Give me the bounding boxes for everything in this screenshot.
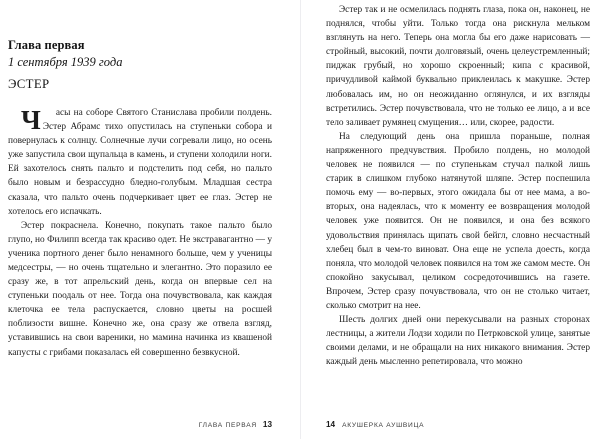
right-page-running-foot — [326, 420, 424, 429]
page-number: 14 — [326, 420, 336, 429]
left-page-text-column — [8, 106, 272, 360]
right-page-text-column — [326, 3, 590, 369]
paragraph: Часы на соборе Святого Станислава пробили полдень. Эстер Абрамс тихо опустилась на ступеньки собора и повернулась к солнцу. Солнечные лучи согревали лицо, но осень уже запустила свои щупальца в камень, и ступени холодили ноги. Ей захотелось снять пальто и подстелить под себя, но пальто было новым и безрассудно бледно-голубым. Младшая сестра сказала, что пальто очень подчеркивает цвет ее глаз. Эстер не хотелось его испачкать. — [8, 104, 272, 217]
chapter-heading-block — [8, 0, 272, 93]
left-page-running-foot — [199, 420, 272, 429]
paragraph: На следующий день она пришла пораньше, полная напряженного предчувствия. Пробило полдень, но молодой человек не появился — по ступенькам стучал палкой лишь старик в слишком глубоко натянутой шляпе. Эстер поспешила помочь ему — во-первых, этого ожидала бы от нее мама, а во-вторых, она надеялась, что к моменту ее возвращения молодой человек уже появится. Он не появился, и она без всякого удовольствия принялась щипать свой бейгл, словно несчастный хлебец был в чем-то виноват. Она еще не успела доесть, когда поняла, что молодой человек появился на том же самом месте. Он спокойно закусывал, целиком сосредоточившись на газете. Впрочем, Эстер сразу почувствовала, что он не столько читает, сколько смотрит на нее. — [326, 131, 590, 311]
running-foot-title: АКУШЕРКА АУШВИЦА — [342, 422, 425, 429]
paragraph: Шесть долгих дней они перекусывали на разных сторонах лестницы, а жители Лодзи ходили по Петрковской улице, занятые своими делами, и не обращали на них никакого внимания. Эстер каждый день мысленно репетировала, что можно — [326, 315, 590, 368]
running-foot-title: ГЛАВА ПЕРВАЯ — [198, 422, 257, 429]
paragraph: Эстер покраснела. Конечно, покупать такое пальто было глупо, но Филипп всегда так красиво одет. Не экстравагантно — у ученика портного денег было ненамного больше, чем у ученицы медсестры, — но очень тщательно и элегантно. Это поразило ее сразу же, в тот апрельский день, когда он впервые сел на ступеньки поодаль от нее. Тогда она почувствовала, как каждая клеточка ее тела распускается, словно цветы на росшей поблизости вишне. Конечно же, она сразу же отвела взгляд, уставившись на свои вареники, но мамина начинка из квашеной капусты с грибами показалась ей совершенно безвкусной. — [8, 220, 272, 358]
page-number: 13 — [262, 420, 272, 429]
left-page-body — [8, 0, 272, 360]
chapter-pov-name: ЭСТЕР — [8, 77, 50, 91]
chapter-date-line: 1 сентября 1939 года — [8, 54, 123, 69]
paragraph: Эстер так и не осмелилась поднять глаза, пока он, наконец, не поднялся, чтобы уйти. Только тогда она рискнула мельком взглянуть на него. Теперь она могла бы его даже нарисовать — стройный, высокий, почти долговязый, очень целеустремленный; пиджак грубый, но хорошо скроенный; кипа с красивой, причудливой каймой буквально приклеилась к макушке. Эстер любовалась им, но он неожиданно оглянулся, и их взгляды встретились. Эстер почувствовала, что не только ее лицо, а и все тело заливает румянец смущения… или, скорее, радости. — [326, 5, 590, 128]
right-page-body — [326, 3, 590, 369]
right-page — [300, 0, 600, 439]
chapter-label: Глава первая — [8, 38, 85, 52]
